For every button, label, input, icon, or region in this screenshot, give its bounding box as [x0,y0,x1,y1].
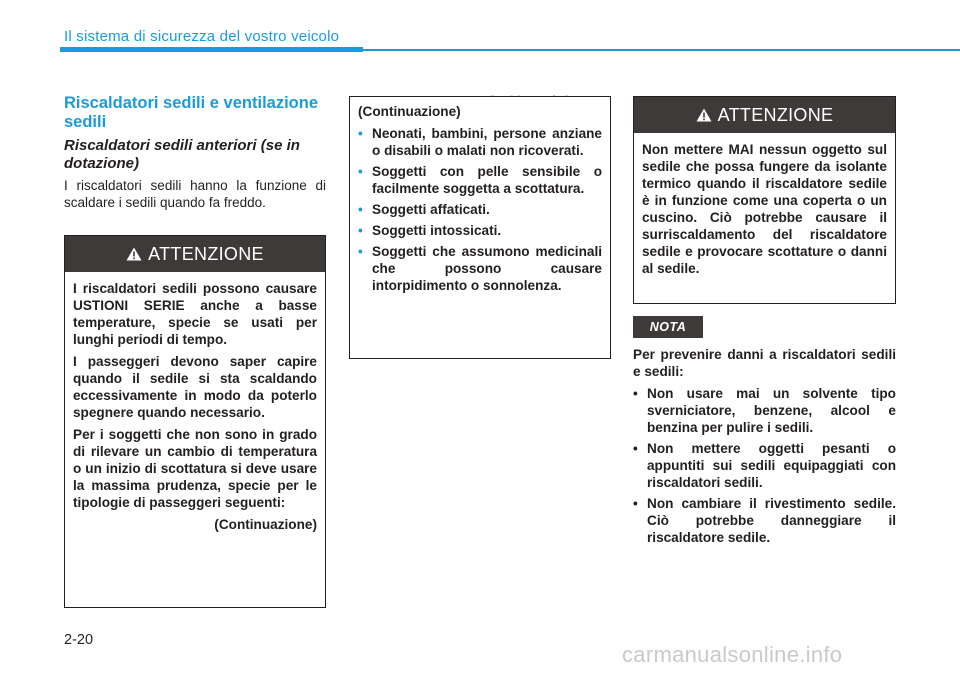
section-intro: I riscaldatori sedili hanno la funzione di scaldare i sedili quando fa freddo. [64,178,326,210]
section-title: Riscaldatori sedili e ventilazione sedili [64,94,319,131]
nota-body [633,346,896,550]
warning-box-1 [64,235,326,608]
list-item: • Soggetti intossicati. [358,223,502,238]
warning-box-2-list [358,125,602,294]
list-item: • Soggetti affaticati. [358,202,490,217]
list-item: • Neonati, bambini, persone anziane o disabili o malati non ricoverati. [358,126,602,158]
header-rule-thick [60,47,363,52]
warning-box-1-title: ATTENZIONE [148,243,264,264]
header-title: Il sistema di sicurezza del vostro veicolo [64,28,340,45]
page-number: 2-20 [64,632,94,648]
bullet-icon: • [633,496,638,511]
warning-box-1-paragraph-3: Per i soggetti che non sono in grado di rilevare un cambio di temperatura o un inizio di scottatura si deve usare la massima prudenza, specie per le tipologie di passeggeri seguenti: [73,427,317,510]
warning-box-2-continuation: (Continuazione) [358,104,461,119]
bullet-icon: • [633,386,638,401]
warning-triangle-icon [696,108,712,122]
nota-badge: NOTA [633,316,703,338]
warning-box-1-continuation: (Continuazione) [214,517,317,532]
bullet-icon: • [358,202,363,217]
warning-box-1-paragraph-2: I passeggeri devono saper capire quando il sedile si sta scaldando eccessivamente in modo da poterlo spegnere quando necessario. [73,354,317,420]
header-rule-thin [363,49,960,51]
bullet-icon: • [358,164,363,179]
warning-box-1-paragraph-1: I riscaldatori sedili possono causare USTIONI SERIE anche a basse temperature, specie se usati per lunghi periodi di tempo. [73,281,317,347]
warning-box-3-text: Non mettere MAI nessun oggetto sul sedile che possa fungere da isolante termico quando il riscaldatore sedile è in funzione come una coperta o un cuscino. Ciò potrebbe causare il surriscaldamento del riscaldatore sedile e provocare scottature o danni al sedile. [642,142,887,276]
warning-box-2 [349,96,611,359]
nota-list [633,385,896,546]
bullet-icon: • [633,441,638,456]
warning-box-1-header [65,236,325,272]
list-item: • Non usare mai un solvente tipo sverniciatore, benzene, alcool e benzina per pulire i sedili. [633,386,896,435]
list-item: • Soggetti con pelle sensibile o facilmente soggetta a scottatura. [358,164,602,196]
list-item: • Non cambiare il rivestimento sedile. Ciò potrebbe danneggiare il riscaldatore sedile. [633,496,896,545]
bullet-icon: • [358,223,363,238]
list-item: • Soggetti che assumono medicinali che possono causare intorpidimento o sonnolenza. [358,244,602,293]
section-subtitle: Riscaldatori sedili anteriori (se in dotazione) [64,137,300,172]
watermark-bottom: carmanualsonline.info [622,642,843,667]
warning-box-3 [633,96,896,304]
bullet-icon: • [358,244,363,259]
warning-box-3-title: ATTENZIONE [717,104,834,125]
warning-box-3-header [634,97,895,133]
nota-intro: Per prevenire danni a riscaldatori sedili e sedili: [633,347,896,379]
bullet-icon: • [358,126,363,141]
warning-triangle-icon [126,247,142,261]
list-item: • Non mettere oggetti pesanti o appuntiti sui sedili equipaggiati con riscaldatori sedili. [633,441,896,490]
